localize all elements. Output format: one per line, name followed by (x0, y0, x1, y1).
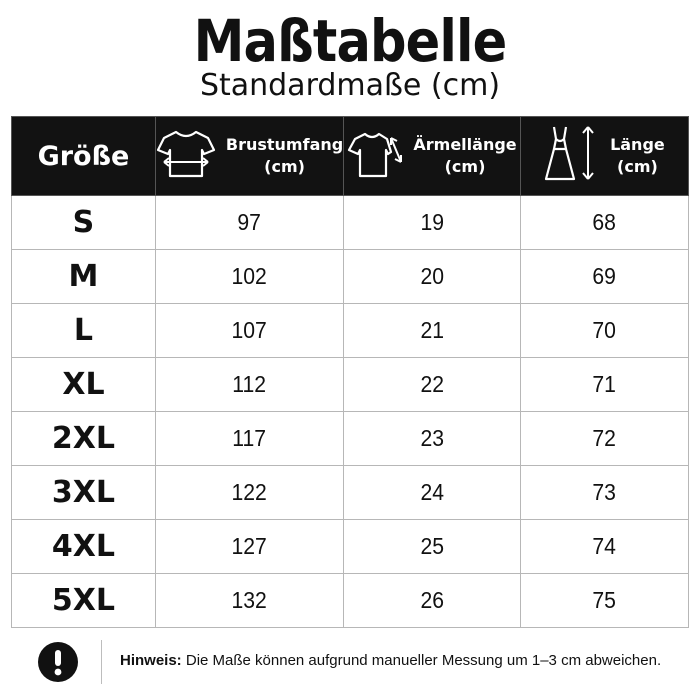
column-header-chest-label (226, 134, 343, 178)
size-cell: 5XL (12, 574, 156, 628)
table-row (12, 196, 689, 250)
table-row (12, 412, 689, 466)
sleeve-cell: 24 (351, 466, 513, 520)
size-cell: XL (12, 358, 156, 412)
note-divider (101, 640, 102, 684)
tshirt-sleeve-length-icon (347, 126, 403, 187)
size-cell: S (12, 196, 156, 250)
sleeve-cell: 21 (351, 304, 513, 358)
column-header-sleeve-label (413, 134, 516, 178)
chest-cell: 132 (163, 574, 336, 628)
size-table (11, 116, 689, 628)
length-label-line1: Länge (610, 135, 665, 154)
sleeve-cell: 23 (351, 412, 513, 466)
column-header-length (520, 117, 688, 196)
size-cell: L (12, 304, 156, 358)
table-row (12, 250, 689, 304)
length-cell: 75 (527, 574, 682, 628)
table-row (12, 574, 689, 628)
chest-cell: 117 (163, 412, 336, 466)
table-row (12, 358, 689, 412)
size-cell: 2XL (12, 412, 156, 466)
sleeve-cell: 22 (351, 358, 513, 412)
table-header-row (12, 117, 689, 196)
sleeve-cell: 25 (351, 520, 513, 574)
sleeve-cell: 20 (351, 250, 513, 304)
table-row (12, 520, 689, 574)
length-cell: 72 (527, 412, 682, 466)
note-body: Die Maße können aufgrund manueller Messung um 1–3 cm abweichen. (185, 652, 662, 669)
dress-length-icon (544, 123, 600, 190)
length-cell: 71 (527, 358, 682, 412)
chest-label-line2: (cm) (264, 157, 305, 176)
length-cell: 69 (527, 250, 682, 304)
page-subtitle: Standardmaße (cm) (199, 68, 501, 103)
note-footer (0, 636, 700, 686)
tshirt-chest-width-icon (156, 126, 216, 187)
column-header-size: Größe (12, 117, 156, 196)
note-label: Hinweis: (120, 652, 182, 669)
length-cell: 68 (527, 196, 682, 250)
note-text (120, 652, 661, 669)
table-row (12, 466, 689, 520)
chest-cell: 107 (163, 304, 336, 358)
table-row (12, 304, 689, 358)
length-label-line2: (cm) (617, 157, 658, 176)
chest-cell: 122 (163, 466, 336, 520)
chest-label-line1: Brustumfang (225, 135, 344, 154)
chest-cell: 127 (163, 520, 336, 574)
size-cell: 4XL (12, 520, 156, 574)
column-header-sleeve (344, 117, 521, 196)
sleeve-cell: 19 (351, 196, 513, 250)
sleeve-cell: 26 (351, 574, 513, 628)
column-header-chest (155, 117, 343, 196)
exclamation-icon (38, 642, 78, 682)
sleeve-label-line1: Ärmellänge (413, 135, 517, 154)
chest-cell: 112 (163, 358, 336, 412)
page-title: Maßtabelle (193, 7, 507, 75)
column-header-length-label (610, 134, 665, 178)
length-cell: 70 (527, 304, 682, 358)
length-cell: 73 (527, 466, 682, 520)
size-cell: M (12, 250, 156, 304)
sleeve-label-line2: (cm) (444, 157, 486, 176)
size-cell: 3XL (12, 466, 156, 520)
chest-cell: 102 (163, 250, 336, 304)
length-cell: 74 (527, 520, 682, 574)
chest-cell: 97 (163, 196, 336, 250)
